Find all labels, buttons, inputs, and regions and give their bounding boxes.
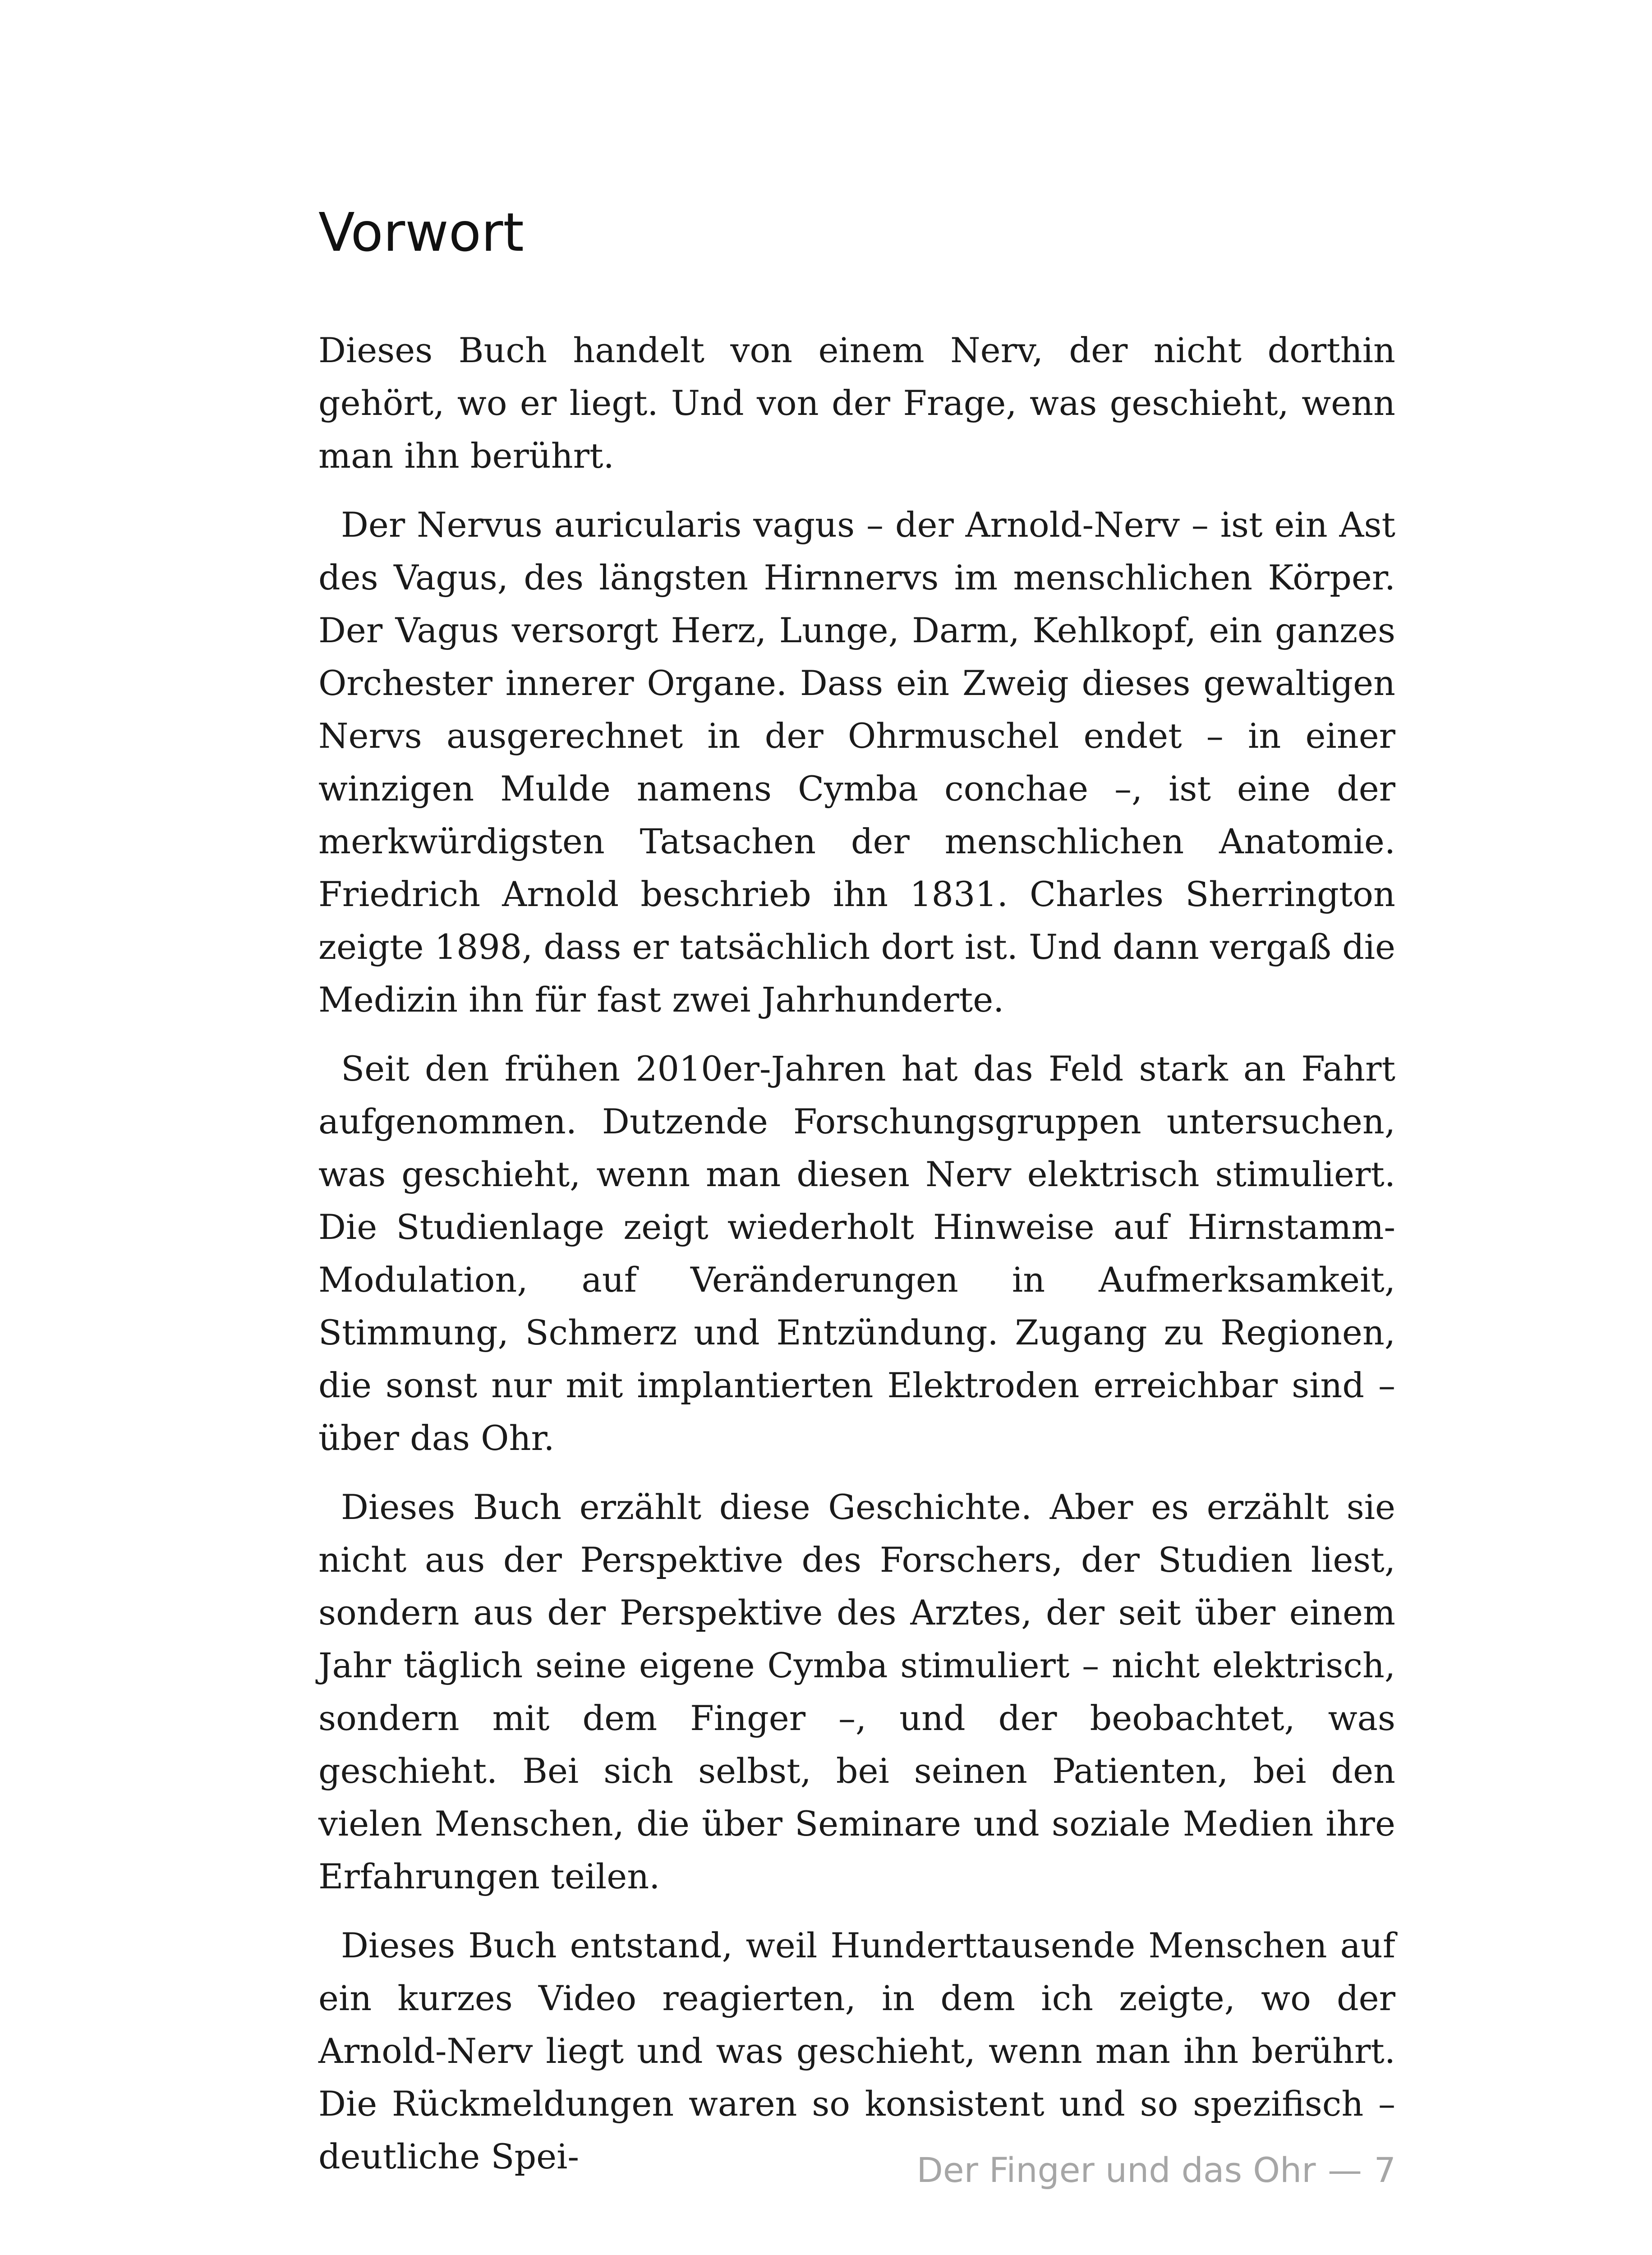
footer-book-title: Der Finger und das Ohr <box>916 2150 1316 2190</box>
footer-separator: — <box>1328 2150 1362 2190</box>
paragraph: Der Nervus auricularis vagus – der Arnold-Nerv – ist ein Ast des Vagus, des längsten Hirnnervs im menschlichen Körper. Der Vagus versorgt Herz, Lunge, Darm, Kehlkopf, ein ganzes Orchester innerer Organe. Dass ein Zweig dieses gewaltigen Nervs ausgerechnet in der Ohrmuschel endet – in einer winzigen Mulde namens Cymba conchae –, ist eine der merkwürdigsten Tatsachen der menschlichen Anatomie. Friedrich Arnold beschrieb ihn 1831. Charles Sherrington zeigte 1898, dass er tatsächlich dort ist. Und dann vergaß die Medizin ihn für fast zwei Jahrhunderte. <box>318 505 1395 1020</box>
page-number: 7 <box>1374 2150 1396 2190</box>
chapter-title: Vorwort <box>318 201 524 263</box>
page-body <box>318 198 1395 2199</box>
paragraph: Dieses Buch erzählt diese Geschichte. Aber es erzählt sie nicht aus der Perspektive des Forschers, der Studien liest, sondern aus der Perspektive des Arztes, der seit über einem Jahr täglich seine eigene Cymba stimuliert – nicht elektrisch, sondern mit dem Finger –, und der beobachtet, was geschieht. Bei sich selbst, bei seinen Patienten, bei den vielen Menschen, die über Seminare und soziale Medien ihre Erfahrungen teilen. <box>318 1487 1395 1896</box>
paragraph: Dieses Buch entstand, weil Hunderttausende Menschen auf ein kurzes Video reagierten, in dem ich zeigte, wo der Arnold-Nerv liegt und was geschieht, wenn man ihn berührt. Die Rückmeldungen waren so konsistent und so spezifisch – deutliche Spei- <box>318 1925 1395 2177</box>
running-footer <box>916 2148 1396 2193</box>
paragraph: Seit den frühen 2010er-Jahren hat das Feld stark an Fahrt aufgenommen. Dutzende Forschungsgruppen untersuchen, was geschieht, wenn man diesen Nerv elektrisch stimuliert. Die Studienlage zeigt wiederholt Hinweise auf Hirnstamm-Modulation, auf Veränderungen in Aufmerksamkeit, Stimmung, Schmerz und Entzündung. Zugang zu Regionen, die sonst nur mit implantierten Elektroden erreichbar sind – über das Ohr. <box>318 1049 1395 1458</box>
paragraph: Dieses Buch handelt von einem Nerv, der nicht dorthin gehört, wo er liegt. Und von der Frage, was geschieht, wenn man ihn berührt. <box>318 330 1395 476</box>
